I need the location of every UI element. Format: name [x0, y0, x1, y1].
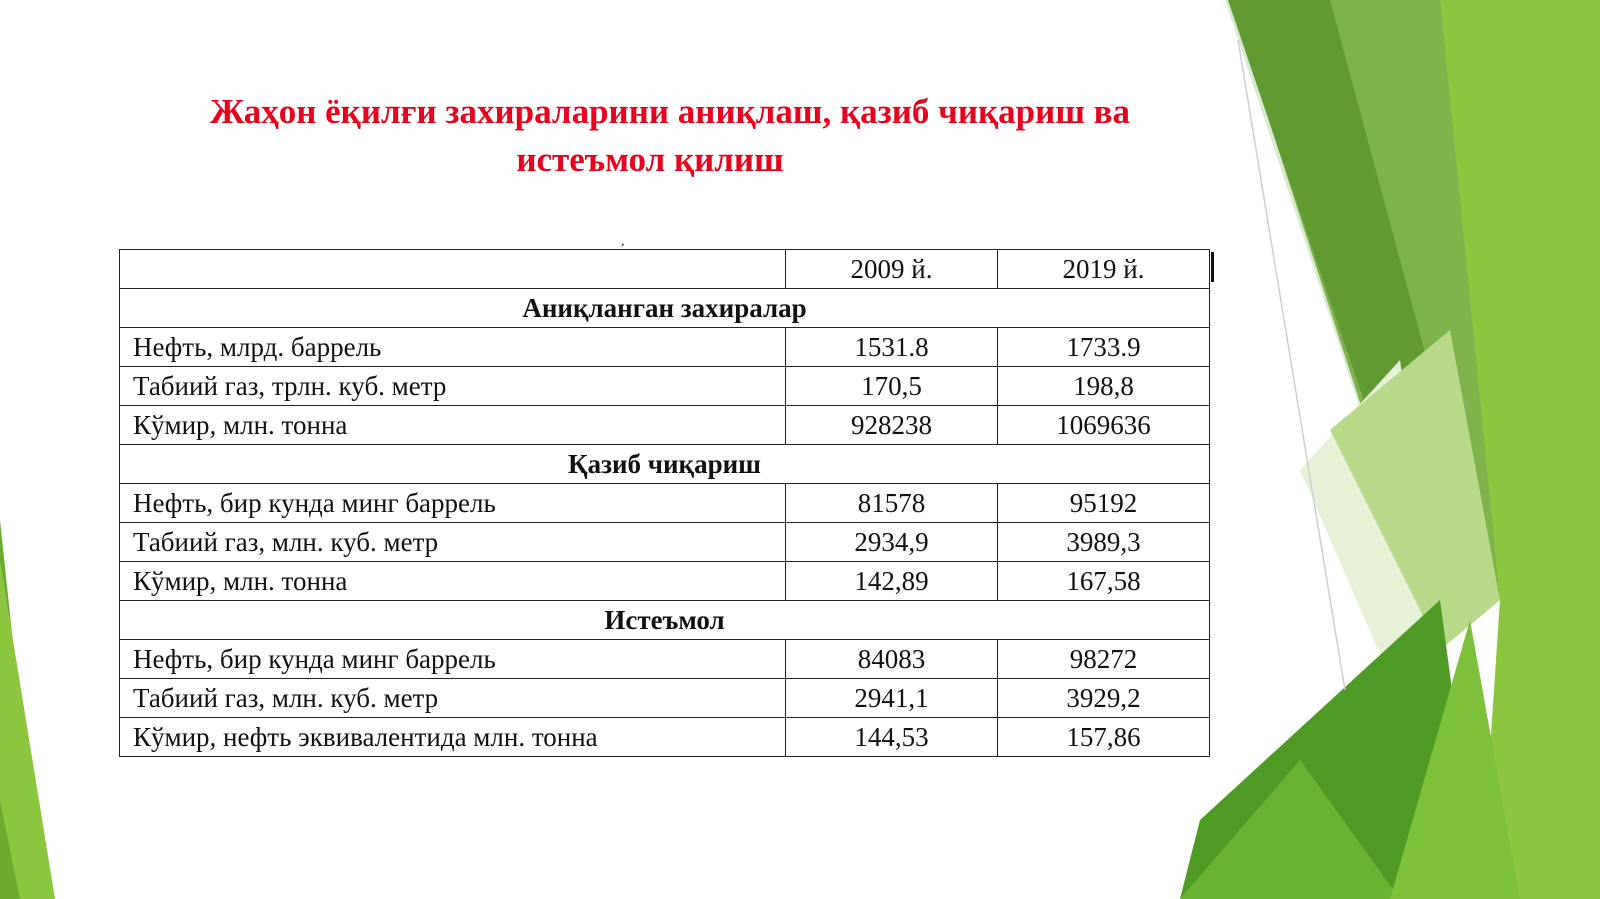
slide-title — [110, 88, 1230, 184]
table-row — [120, 640, 1210, 679]
value-2009: 84083 — [786, 640, 998, 679]
value-2009: 144,53 — [786, 718, 998, 757]
value-2019: 157,86 — [998, 718, 1210, 757]
value-2019: 95192 — [998, 484, 1210, 523]
table-row — [120, 523, 1210, 562]
row-label: Кўмир, млн. тонна — [120, 562, 786, 601]
value-2019: 3929,2 — [998, 679, 1210, 718]
row-label: Табиий газ, млн. куб. метр — [120, 523, 786, 562]
header-empty-cell — [120, 250, 786, 289]
table-row — [120, 562, 1210, 601]
value-2019: 98272 — [998, 640, 1210, 679]
value-2009: 2941,1 — [786, 679, 998, 718]
value-2019: 3989,3 — [998, 523, 1210, 562]
section-header-row — [120, 289, 1210, 328]
row-label: Нефть, бир кунда минг баррель — [120, 640, 786, 679]
table-row — [120, 406, 1210, 445]
table-row — [120, 679, 1210, 718]
row-label: Табиий газ, трлн. куб. метр — [120, 367, 786, 406]
table-row — [120, 328, 1210, 367]
value-2009: 1531.8 — [786, 328, 998, 367]
row-label: Кўмир, нефть эквивалентида млн. тонна — [120, 718, 786, 757]
header-2019: 2019 й. — [998, 250, 1210, 289]
table-row — [120, 484, 1210, 523]
row-label: Табиий газ, млн. куб. метр — [120, 679, 786, 718]
section-header-row — [120, 445, 1210, 484]
value-2009: 170,5 — [786, 367, 998, 406]
section-title-reserves: Аниқланган захиралар — [120, 289, 1210, 328]
row-label: Нефть, млрд. баррель — [120, 328, 786, 367]
table-row — [120, 718, 1210, 757]
value-2009: 2934,9 — [786, 523, 998, 562]
row-label: Нефть, бир кунда минг баррель — [120, 484, 786, 523]
value-2019: 167,58 — [998, 562, 1210, 601]
section-title-production: Қазиб чиқариш — [120, 445, 1210, 484]
text-cursor — [1211, 252, 1214, 282]
value-2009: 928238 — [786, 406, 998, 445]
value-2019: 1069636 — [998, 406, 1210, 445]
slide-title-line1: Жаҳон ёқилғи захираларини аниқлаш, қазиб чиқариш ва — [209, 92, 1131, 131]
section-title-consumption: Истеъмол — [120, 601, 1210, 640]
value-2009: 142,89 — [786, 562, 998, 601]
fuel-reserves-table — [119, 249, 1210, 757]
section-header-row — [120, 601, 1210, 640]
value-2019: 198,8 — [998, 367, 1210, 406]
table-header-row — [120, 250, 1210, 289]
value-2009: 81578 — [786, 484, 998, 523]
row-label: Кўмир, млн. тонна — [120, 406, 786, 445]
value-2019: 1733.9 — [998, 328, 1210, 367]
slide-title-line2: истеъмол қилиш — [516, 140, 784, 179]
table-row — [120, 367, 1210, 406]
header-2009: 2009 й. — [786, 250, 998, 289]
stray-mark: , — [621, 234, 625, 249]
